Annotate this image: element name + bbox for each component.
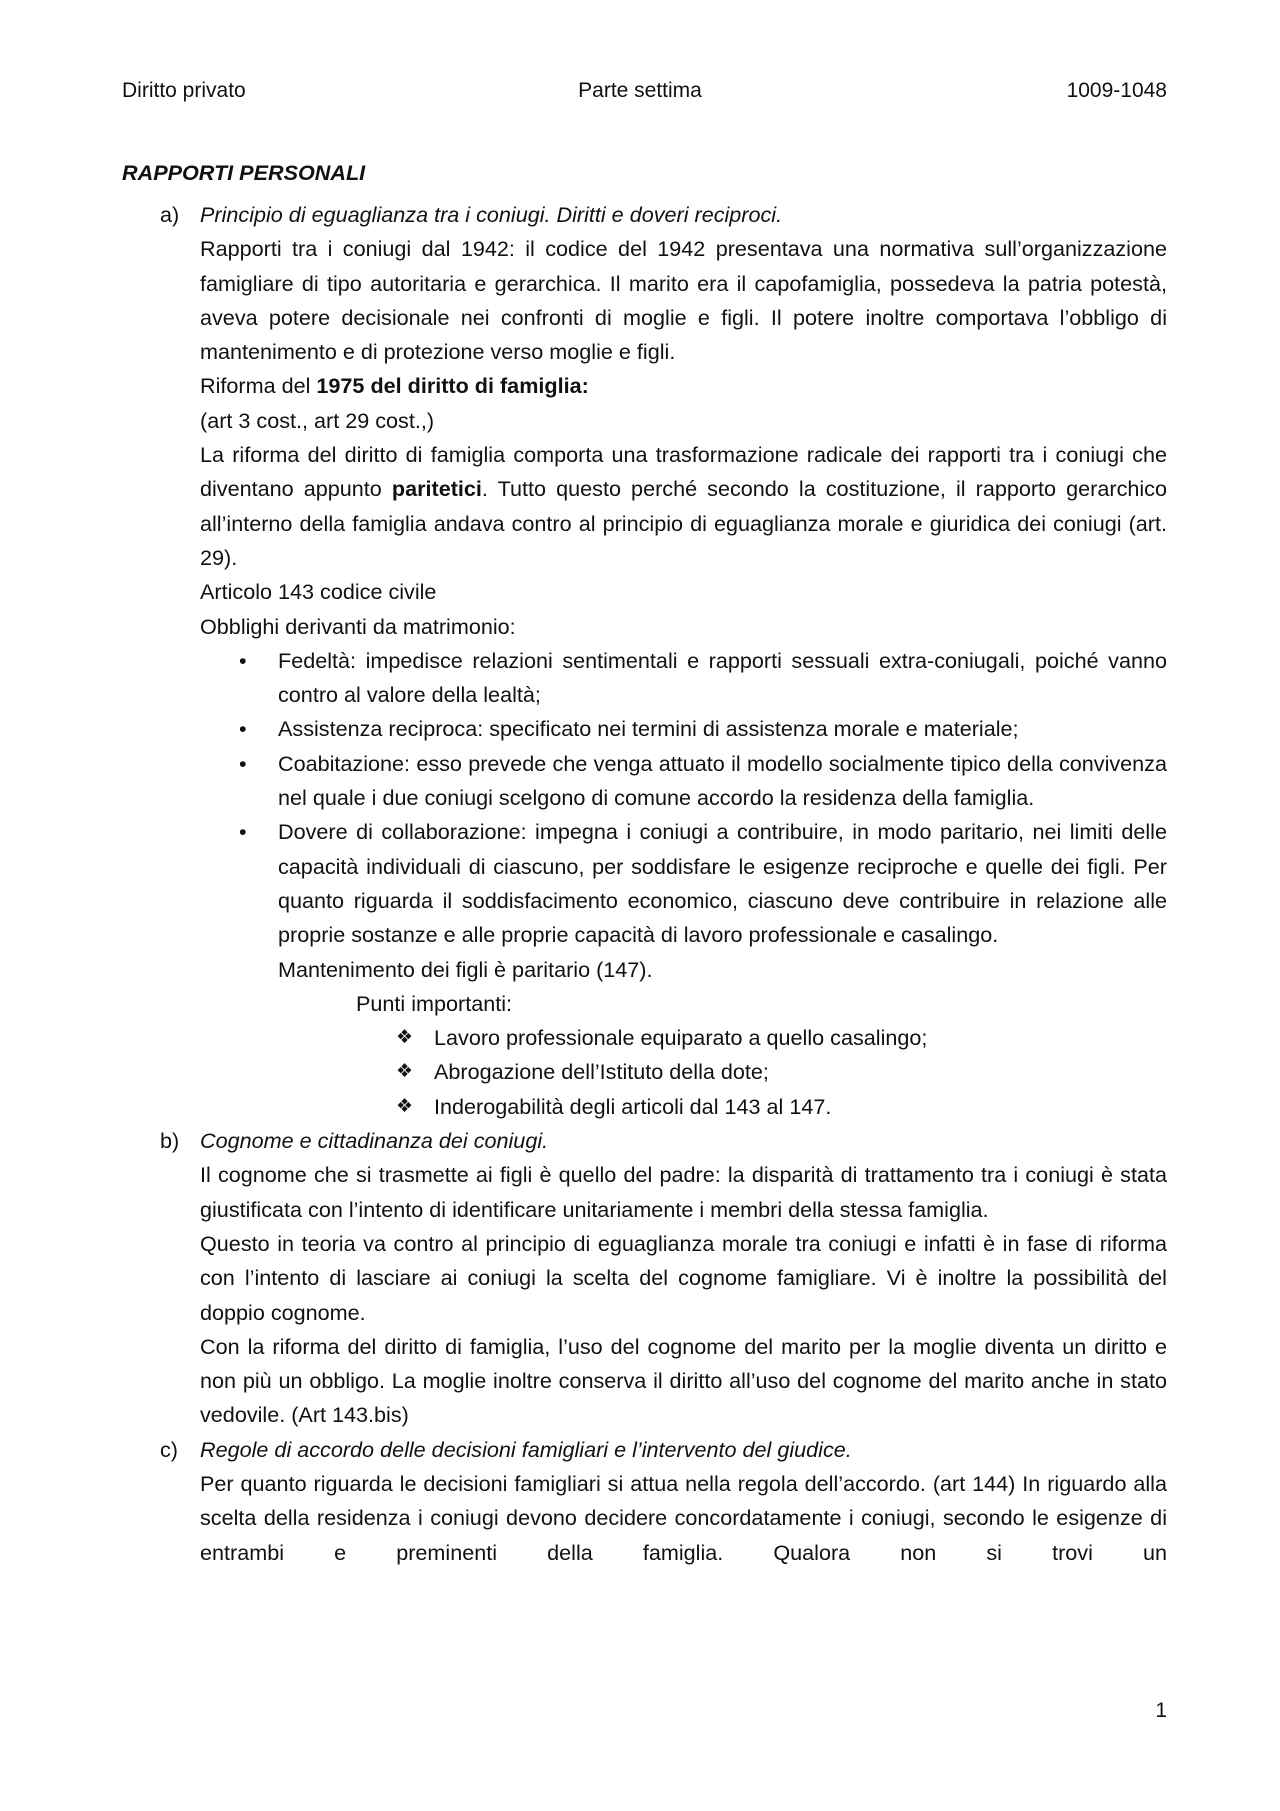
section-c-heading: Regole di accordo delle decisioni famigliari e l’intervento del giudice. (200, 1436, 852, 1462)
header-right: 1009-1048 (1066, 79, 1167, 102)
section-c-marker: c) (160, 1436, 178, 1462)
section-b-paragraph-1: Il cognome che si trasmette ai figli è quello del padre: la disparità di trattamento tra i coniugi è stata giustificata con l’intento di identificare unitariamente i membri della stessa famiglia. (200, 1162, 1167, 1222)
diamond-bullet-icon: ❖ (396, 1061, 414, 1083)
section-a-cost: (art 3 cost., art 29 cost.,) (200, 407, 435, 433)
header-center: Parte settima (578, 79, 702, 102)
bullet-icon: • (239, 716, 247, 742)
bullet-list (122, 644, 1167, 1124)
bullet-text: Coabitazione: esso prevede che venga attuato il modello socialmente tipico della convivenza nel quale i due coniugi scelgono di comune accordo la residenza della famiglia. (278, 750, 1167, 811)
section-a-article: Articolo 143 codice civile (200, 579, 437, 605)
section-a-riforma (200, 369, 1167, 403)
list-item (122, 1090, 1167, 1124)
list-item (122, 1021, 1167, 1055)
list-item (122, 644, 1167, 713)
section-a-marker: a) (160, 202, 180, 227)
page-number: 1 (1155, 1699, 1167, 1722)
diamond-bullet-icon: ❖ (396, 1027, 414, 1049)
list-item (122, 815, 1167, 952)
section-b (122, 1124, 1167, 1433)
section-b-heading: Cognome e cittadinanza dei coniugi. (200, 1128, 549, 1154)
section-a-obblighi: Obblighi derivanti da matrimonio: (200, 613, 516, 639)
section-c (122, 1433, 1167, 1570)
p2-pre: La riforma del diritto di famiglia comporta una trasformazione radicale dei rapporti tra i coniugi che diventano appunto (200, 442, 1167, 502)
bullet-text: Dovere di collaborazione: impegna i coniugi a contribuire, in modo paritario, nei limiti delle capacità individuali di ciascuno, per soddisfare le esigenze reciproche e quelle dei figli. Per quanto riguarda il soddisfacimento economico, ciascuno deve contribuire in relazione alle proprie sostanze e alle proprie capacità di lavoro professionale e casalingo. (278, 819, 1167, 948)
bullet-icon: • (239, 647, 247, 673)
p2-bold: paritetici (391, 476, 482, 502)
section-a-paragraph-2 (200, 438, 1167, 575)
header-left: Diritto privato (122, 79, 246, 102)
section-a (122, 198, 1167, 644)
sub-bullet-text: Inderogabilità degli articoli dal 143 al 147. (434, 1093, 832, 1119)
p2-post: . Tutto questo perché secondo la costituzione, il rapporto gerarchico all’interno della famiglia andava contro al principio di eguaglianza morale e giuridica dei coniugi (art. 29). (200, 476, 1167, 570)
section-c-paragraph-1: Per quanto riguarda le decisioni famigliari si attua nella regola dell’accordo. (art 144) In riguardo alla scelta della residenza i coniugi devono decidere concordatamente i coniugi, secondo le esigenze di entrambi e preminenti della famiglia. Qualora non si trovi un (200, 1470, 1167, 1565)
sub-bullet-text: Lavoro professionale equiparato a quello casalingo; (434, 1025, 928, 1051)
bullet-text: Fedeltà: impedisce relazioni sentimentali e rapporti sessuali extra-coniugali, poiché vanno contro al valore della lealtà; (278, 647, 1167, 708)
riforma-bold: 1975 del diritto di famiglia: (316, 373, 589, 399)
riforma-prefix: Riforma del (200, 373, 317, 399)
section-b-paragraph-3: Con la riforma del diritto di famiglia, l’uso del cognome del marito per la moglie diventa un diritto e non più un obbligo. La moglie inoltre conserva il diritto all’uso del cognome del marito anche in stato vedovile. (Art 143.bis) (200, 1333, 1167, 1428)
section-a-heading: Principio di eguaglianza tra i coniugi. Diritti e doveri reciproci. (200, 202, 783, 227)
diamond-bullet-icon: ❖ (396, 1095, 414, 1117)
bullet-text: Assistenza reciproca: specificato nei termini di assistenza morale e materiale; (278, 716, 1019, 742)
section-b-paragraph-2: Questo in teoria va contro al principio di eguaglianza morale tra coniugi e infatti è in fase di riforma con l’intento di lasciare ai coniugi la scelta del cognome famigliare. Vi è inoltre la possibilità del doppio cognome. (200, 1230, 1167, 1325)
punti-importanti: Punti importanti: (356, 990, 513, 1016)
bullet-icon: • (239, 750, 247, 776)
document-title: RAPPORTI PERSONALI (122, 160, 366, 185)
list-item (122, 747, 1167, 816)
section-b-marker: b) (160, 1128, 180, 1154)
bullet-icon: • (239, 819, 247, 845)
section-a-paragraph-1: Rapporti tra i coniugi dal 1942: il codice del 1942 presentava una normativa sull’organizzazione famigliare di tipo autoritaria e gerarchica. Il marito era il capofamiglia, possedeva la patria potestà, aveva potere decisionale nei confronti di moglie e figli. Il potere inoltre comportava l’obbligo di mantenimento e di protezione verso moglie e figli. (200, 236, 1167, 365)
sub-bullet-text: Abrogazione dell’Istituto della dote; (434, 1059, 769, 1085)
list-item (122, 1055, 1167, 1089)
list-item (122, 712, 1167, 746)
mantenimento-text: Mantenimento dei figli è paritario (147). (278, 956, 653, 982)
document-body (122, 156, 1167, 1570)
